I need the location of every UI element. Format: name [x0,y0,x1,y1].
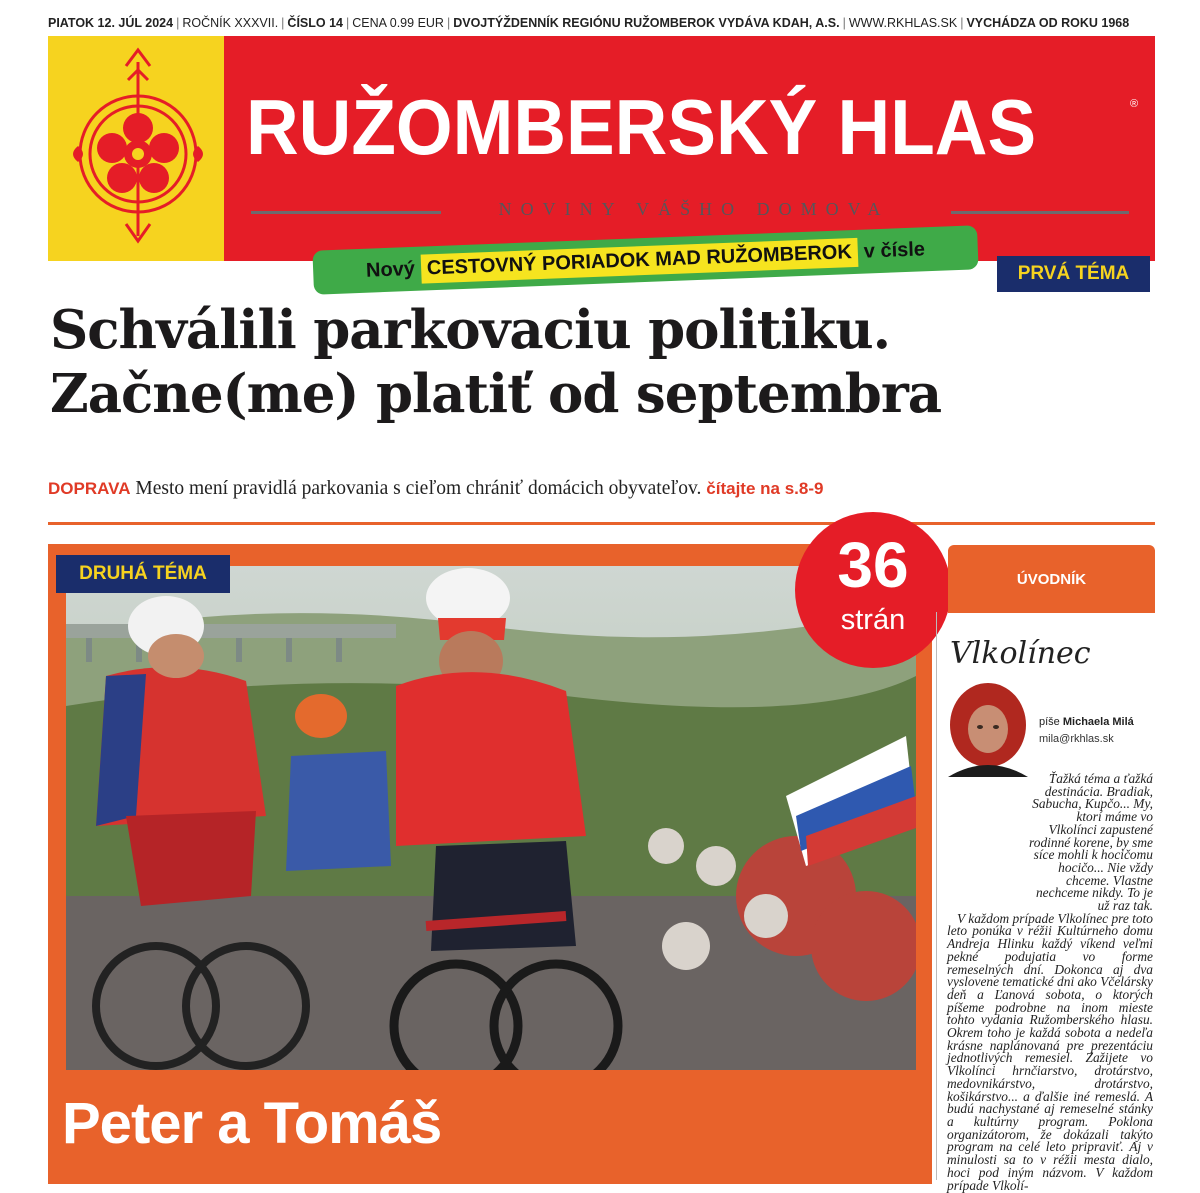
cycling-race-photo-icon [66,566,916,1070]
second-story-title[interactable]: Peter a Tomáš [62,1091,442,1156]
column-divider [936,612,937,1180]
editorial-title[interactable]: Vlkolínec [950,636,1091,671]
editorial-paragraph-2: V každom prípade Vlkolínec pre toto leto ponúka v réžii Kultúrneho domu Andreja Hlinku každý víkend veľmi pekné podujatia vo forme remeselných dní. Dokonca aj dva vyslovene tematické dni ako Včelársky deň a Ľanová sobota, o ktorých píšeme podrobne na inom mieste tohto vydania Ružomberského hlasu. Okrem toho je každá sobota a nedeľa krásne naplánovaná pre prezentáciu jednotlivých remesiel. Zažijete vo Vlkolínci hrnčiarstvo, drotárstvo, medovnikárstvo, drotárstvo, košikárstvo... a ďalšie iné remeslá. A budú nachystané aj remeselné stánky a kultúrny program. Poklona organizátorom, že dokázali takýto program na celé leto pripraviť. Aj v minulosti sa to v réžii mesta dialo, hoci pod iným názvom. V každom prípade Vlkolí- [947,910,1153,1193]
website-link[interactable]: WWW.RKHLAS.SK [848,16,958,30]
section-divider [48,522,1155,525]
byline-prefix: píše [1039,716,1060,728]
town-emblem [48,36,224,261]
page-count-number: 36 [837,529,909,601]
cyclists-photo[interactable] [66,566,916,1070]
second-topic-badge: DRUHÁ TÉMA [56,555,230,593]
publisher-info: DVOJTÝŽDENNÍK REGIÓNU RUŽOMBEROK VYDÁVA KDAH, A.S. [453,16,840,30]
second-story-summary-cutoff [62,1166,922,1180]
top-info-bar: PIATOK 12. JÚL 2024 | ROČNÍK XXXVII. | ČÍSLO 14 | CENA 0.99 EUR | DVOJTÝŽDENNÍK REGIÓNU RUŽOMBEROK VYDÁVA KDAH, A.S. | WWW.RKHLAS.SK | VYCHÁDZA OD ROKU 1968 [48,16,1130,30]
page-count-badge [795,512,951,668]
lead-headline[interactable] [50,298,1155,426]
lead-page-reference[interactable]: čítajte na s.8-9 [706,479,824,498]
lead-summary [48,478,1148,500]
lead-category: DOPRAVA [48,479,131,498]
editorial-body [947,773,1153,1192]
author-email[interactable]: mila@rkhlas.sk [1039,733,1114,745]
promo-prefix: Nový [365,257,416,282]
editorial-paragraph-1: Ťažká téma a ťažká destinácia. Bradiak, Sabucha, Kupčo... My, ktorí máme vo Vlkolínci zapustené rodinné korene, by sme síce mohli k hocičomu hocičo... Nie vždy chceme. Vlastne nechceme nikdy. To je už raz tak. [1029,771,1153,914]
promo-highlight: CESTOVNÝ PORIADOK MAD RUŽOMBEROK [420,237,858,283]
rose-arrow-emblem-icon [48,36,224,261]
masthead [48,36,1155,261]
headline-line-2: Začne(me) platiť od septembra [50,363,942,425]
founded-since: VYCHÁDZA OD ROKU 1968 [966,16,1130,30]
newspaper-tagline: NOVINY VÁŠHO DOMOVA [498,199,890,219]
registered-mark: ® [1130,98,1139,110]
volume-number: ROČNÍK XXXVII. [182,16,279,30]
lead-summary-text: Mesto mení pravidlá parkovania s cieľom chrániť domácich obyvateľov. [135,478,702,499]
newspaper-title: RUŽOMBERSKÝ HLAS [246,83,1037,171]
issue-number: ČÍSLO 14 [287,16,343,30]
issue-date: PIATOK 12. JÚL 2024 [48,16,174,30]
promo-suffix: v čísle [863,237,926,263]
headline-line-1: Schválili parkovaciu politiku. [50,299,891,361]
author-portrait-icon [948,683,1028,777]
price: CENA 0.99 EUR [352,16,444,30]
first-topic-badge: PRVÁ TÉMA [997,256,1150,292]
author-avatar [948,683,1028,777]
author-byline [1039,716,1134,728]
page-count-label: strán [840,604,906,636]
author-name: Michaela Milá [1062,716,1134,728]
editorial-tab: ÚVODNÍK [948,545,1155,613]
